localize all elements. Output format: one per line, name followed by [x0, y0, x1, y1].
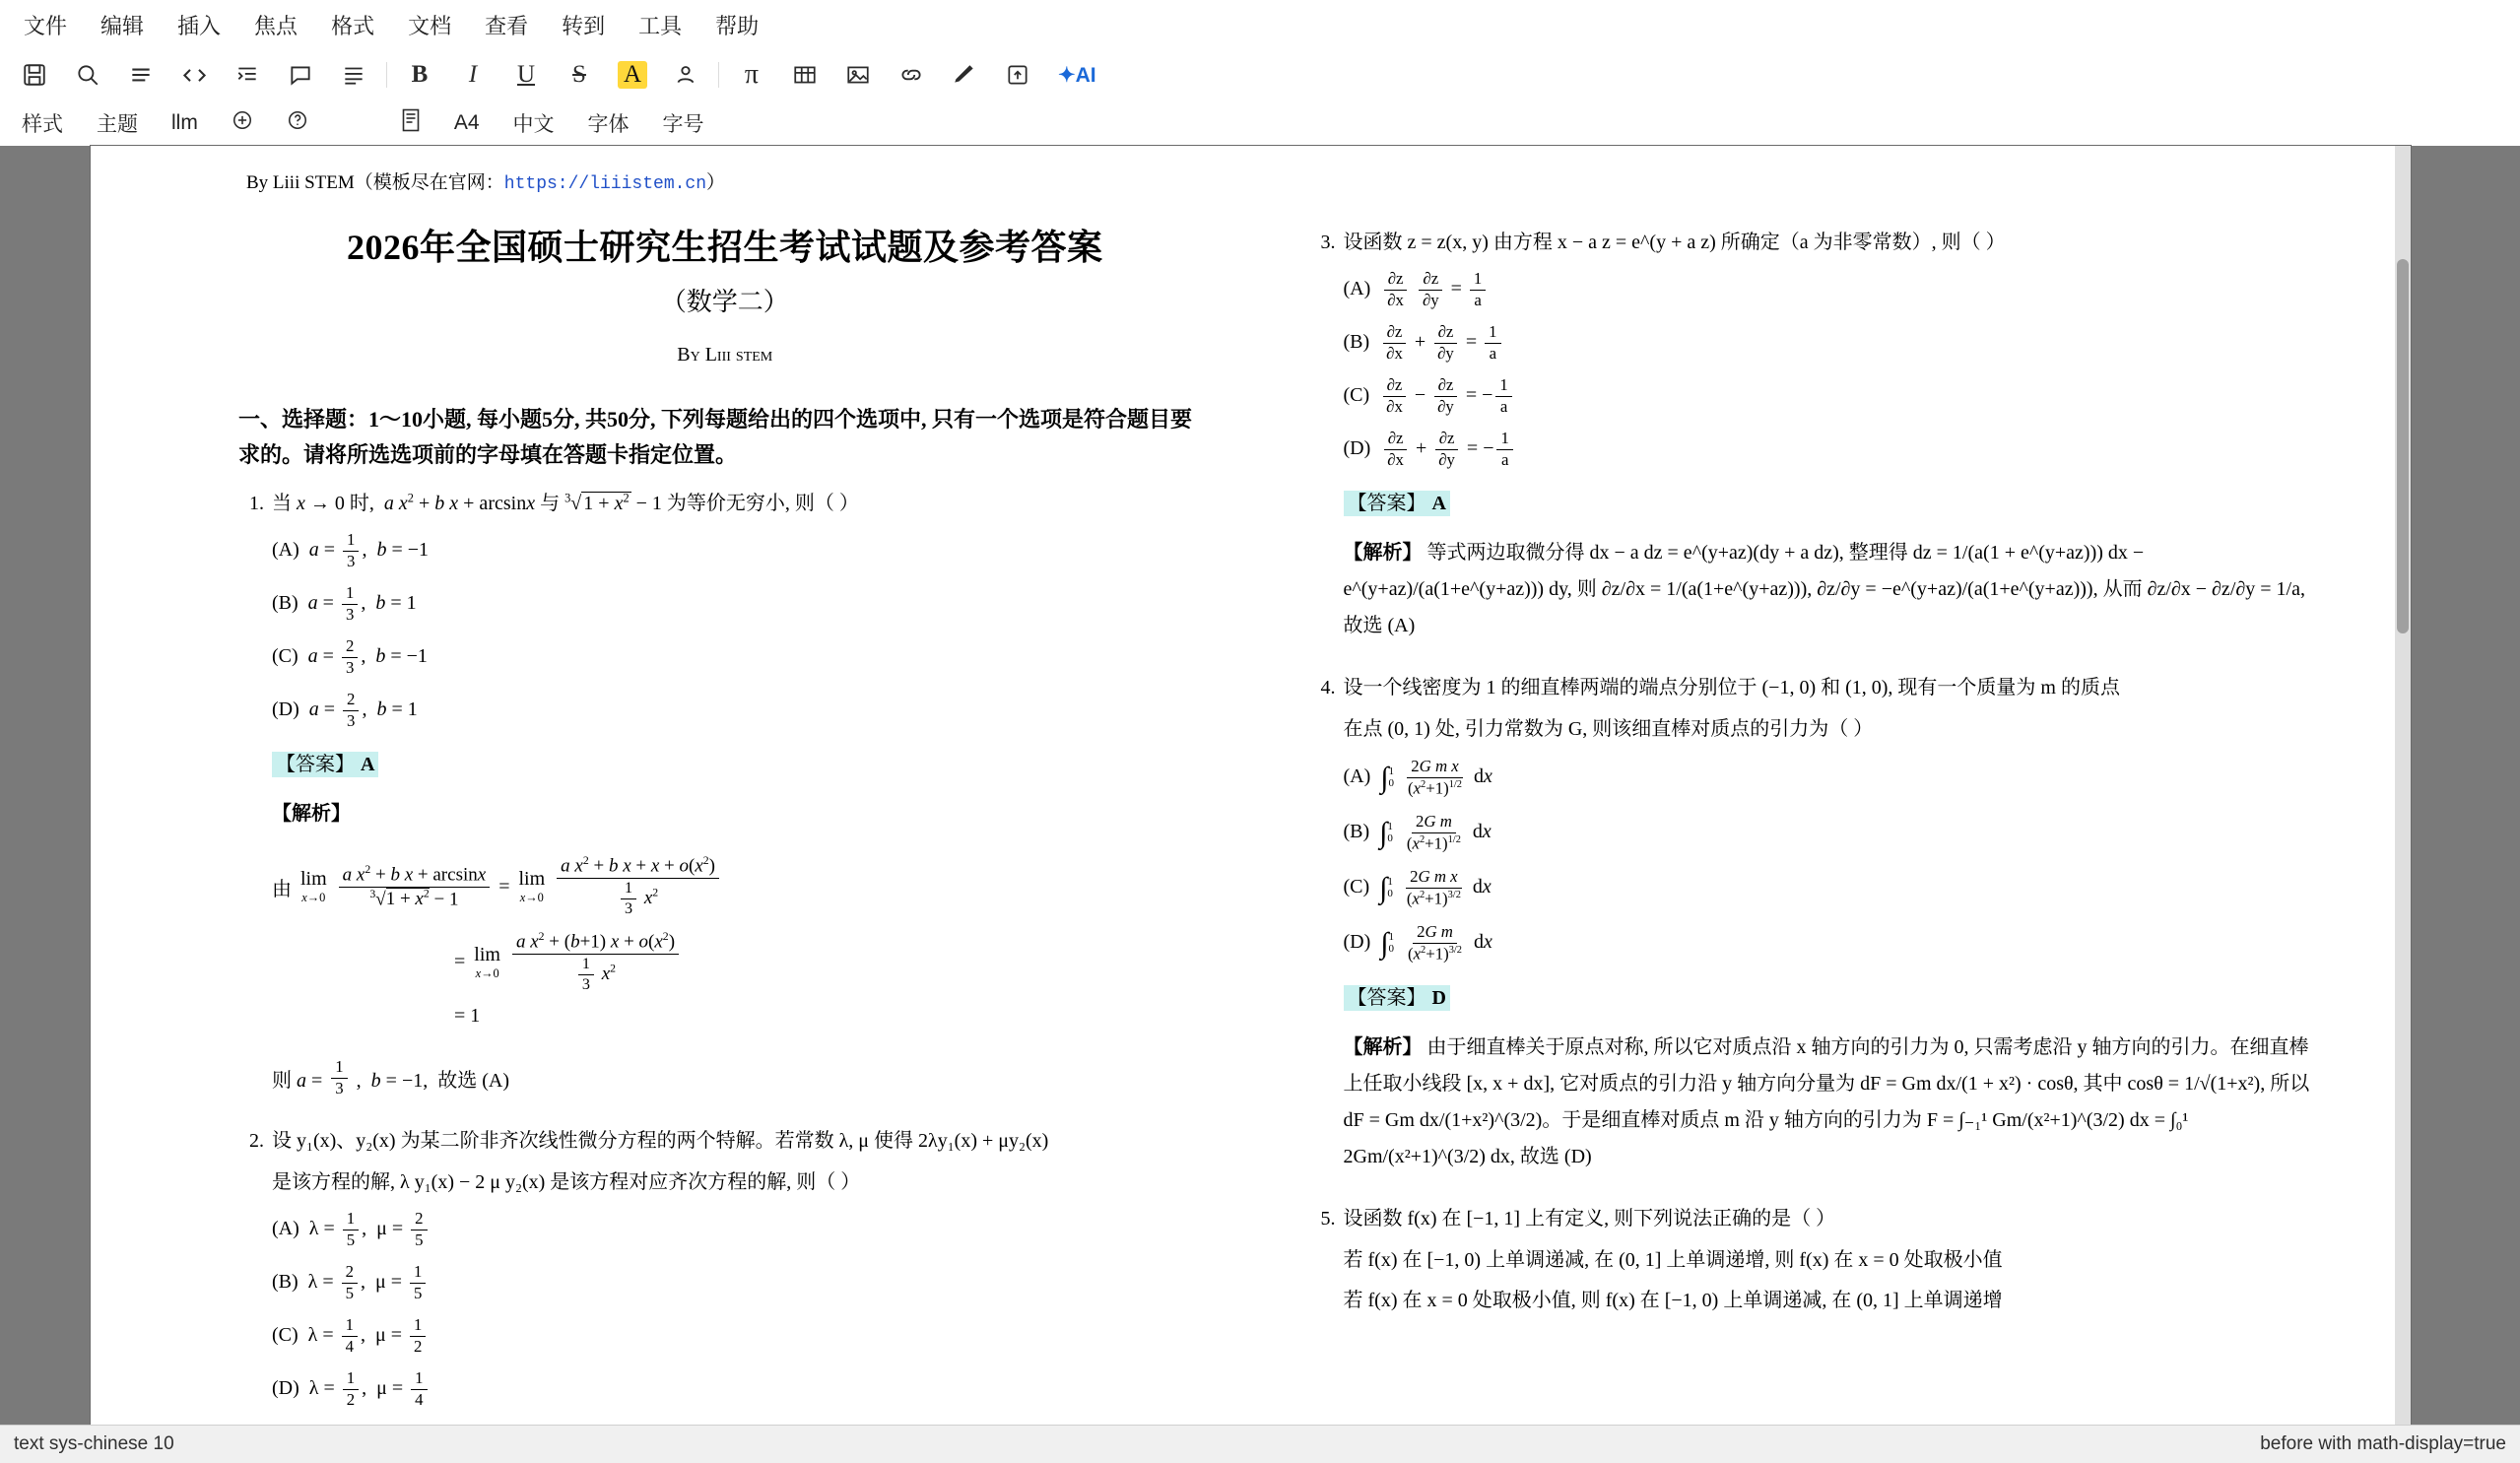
question-5-number: 5. — [1320, 1207, 1336, 1230]
question-1-answer — [272, 748, 378, 776]
question-3-answer-tag: 【答案】 — [1347, 492, 1426, 514]
derivation-line-3: = 1 — [454, 1005, 481, 1028]
question-2-option-a[interactable]: (A) λ = $\frac{1}{5}$ , μ = $\frac{2}{5}$ — [272, 1209, 1212, 1251]
question-3 — [1310, 227, 2323, 258]
underline-icon[interactable]: U — [516, 61, 536, 88]
menu-item-insert[interactable]: 插入 — [177, 13, 222, 38]
scrollbar-thumb[interactable] — [2397, 259, 2409, 633]
document-column-right — [1251, 146, 2412, 1426]
question-3-option-b[interactable]: (B) $\frac{\partial z}{\partial x}$ + $\frac{\partial z}{\partial y}$ = $\frac{1}{a}$ — [1344, 322, 2323, 365]
menu-item-view[interactable]: 查看 — [485, 13, 529, 38]
question-1-answer-letter: A — [361, 754, 375, 776]
menu-item-help[interactable]: 帮助 — [715, 13, 760, 38]
document-area — [0, 146, 2520, 1426]
question-4-stem — [1344, 672, 2323, 745]
page-subtitle: （数学二） — [660, 288, 789, 316]
vertical-scrollbar[interactable] — [2395, 146, 2411, 1426]
page-author: By Liii stem — [677, 344, 773, 366]
analysis-label-1: 【解析】 — [272, 803, 351, 826]
question-4-option-a[interactable]: (A) ∫ 1 0 $\frac{\text{2G m x}}{(x^2+1)^{1/2}}$ dx — [1343, 756, 1492, 798]
document-column-left — [91, 146, 1251, 1426]
add-icon[interactable] — [226, 107, 259, 139]
question-1 — [238, 488, 1212, 519]
analysis-text-4: 由于细直棒关于原点对称, 所以它对质点沿 x 轴方向的引力为 0, 只需考虑沿 y 轴方向的引力。在细直棒上任取小线段 [x, x + dx], 它对质点的引力沿 y 轴方向分量为 dF = Gm dx/(1 + x²) · cosθ, 其中 cosθ = 1/√(1+x²), 所以 dF = Gm dx/(1+x²)^(3/2)。于是细直棒对质点 m 沿 y 轴方向的引力为 F = ∫₋₁¹ Gm/(x²+1)^(3/2) dx = ∫₀¹ 2Gm/(x²+1)^(3/2) dx, 故选 (D) — [1343, 1035, 2310, 1167]
question-2-option-c[interactable]: (C) λ = $\frac{1}{4}$ , μ = $\frac{1}{2}$ — [272, 1315, 1212, 1358]
image-icon[interactable] — [837, 55, 879, 95]
question-3-analysis — [1344, 535, 2323, 644]
question-1-number: 1. — [249, 493, 264, 515]
status-left-text: text sys-chinese 10 — [14, 1433, 174, 1454]
question-3-option-d[interactable]: (D) $\frac{\partial z}{\partial x}$ + $\frac{\partial z}{\partial y}$ = − $\frac{1}{a}$ — [1344, 429, 2323, 471]
toolbar-separator-2 — [718, 62, 719, 88]
left-margin-gutter — [0, 146, 44, 1426]
question-4-stem-line-1: 设一个线密度为 1 的细直棒两端的端点分别位于 (−1, 0) 和 (1, 0), 现有一个质量为 m 的质点 — [1343, 676, 2120, 698]
byline-prefix: By Liii STEM（模板尽在官网： — [246, 172, 504, 193]
question-1-stem: 当 x → 0 时, a $x^2 + b$ x + arcsinx 与 $^3$√ $1 + x^2 - 1$ 为等价无穷小, 则（ ） — [272, 491, 859, 515]
question-4-number: 4. — [1320, 676, 1336, 698]
question-2-option-d[interactable]: (D) λ = $\frac{1}{2}$ , μ = $\frac{1}{4}$ — [272, 1368, 1212, 1411]
paper-size-selector[interactable]: A4 — [453, 111, 480, 134]
question-5-option-a[interactable]: 若 f(x) 在 [−1, 0) 上单调递减, 在 (0, 1] 上单调递增, 则 f(x) 在 x = 0 处取极小值 — [1343, 1248, 2003, 1271]
search-icon[interactable] — [67, 55, 108, 95]
document-page[interactable] — [91, 146, 2411, 1426]
menu-item-tools[interactable]: 工具 — [638, 13, 683, 38]
question-2-number: 2. — [249, 1130, 264, 1152]
menu-item-document[interactable]: 文档 — [408, 13, 452, 38]
llm-button[interactable]: llm — [171, 111, 198, 134]
question-2 — [238, 1125, 1212, 1198]
question-4-stem-line-2: 在点 (0, 1) 处, 引力常数为 G, 则该细直棒对质点的引力为（ ） — [1343, 717, 1874, 740]
analysis-text-3: 等式两边取微分得 dx − a dz = e^(y+az)(dy + a dz), 整理得 dz = 1/(a(1 + e^(y+az))) dx − e^(y+az)/(a(1+e^(y+az))) dy, 则 ∂z/∂x = 1/(a(1+e^(y+az))), ∂z/∂y = −e^(y+az)/(a(1+e^(y+az))), 从而 ∂z/∂x − ∂z/∂y = 1/a, 故选 (A) — [1343, 541, 2305, 636]
menu-item-file[interactable]: 文件 — [24, 13, 68, 38]
question-1-option-b[interactable]: (B) a = $\frac{1}{3}$ , b = 1 — [272, 583, 417, 625]
style-selector[interactable]: 样式 — [22, 113, 63, 136]
status-bar — [0, 1425, 2520, 1463]
menu-item-edit[interactable]: 编辑 — [100, 13, 145, 38]
question-1-option-c[interactable]: (C) a = $\frac{2}{3}$ , b = −1 — [272, 636, 428, 678]
table-icon[interactable] — [784, 55, 826, 95]
export-icon[interactable] — [997, 55, 1038, 95]
question-4-answer — [1344, 981, 1450, 1010]
question-1-conclusion: 则 a = $\frac{1}{3}$ , b = −1, 故选 (A) — [272, 1057, 509, 1098]
byline-link[interactable]: https://liiistem.cn — [503, 174, 707, 194]
question-4 — [1310, 672, 2323, 745]
status-right-text: before with math-display=true — [2260, 1433, 2506, 1454]
help-icon[interactable] — [281, 107, 314, 139]
menu-item-focus[interactable]: 焦点 — [254, 13, 298, 38]
byline-suffix: ） — [706, 172, 726, 193]
question-3-option-c[interactable]: (C) $\frac{\partial z}{\partial x}$ − $\frac{\partial z}{\partial y}$ = − $\frac{1}{a}$ — [1344, 375, 2323, 418]
question-4-analysis — [1344, 1030, 2323, 1175]
menu-item-format[interactable]: 格式 — [331, 13, 375, 38]
language-selector[interactable]: 中文 — [512, 113, 555, 136]
link-icon[interactable] — [891, 55, 932, 95]
section-heading: 一、选择题：1～10小题, 每小题5分, 共50分, 下列每题给出的四个选项中, 只有一个选项是符合题目要求的。请将所选选项前的字母填在答题卡指定位置。 — [238, 407, 1193, 467]
comment-icon[interactable] — [280, 55, 321, 95]
question-5-option-b[interactable]: 若 f(x) 在 x = 0 处取极小值, 则 f(x) 在 [−1, 0) 上单调递减, 在 (0, 1] 上单调递增 — [1343, 1289, 2003, 1311]
question-1-option-a[interactable]: (A) a = $\frac{1}{3}$ , b = −1 — [272, 530, 429, 571]
toolbar-primary — [0, 49, 2520, 100]
ai-icon[interactable]: ✦AI — [1058, 63, 1096, 87]
menu-item-goto[interactable]: 转到 — [562, 13, 606, 38]
question-4-answer-tag: 【答案】 — [1347, 986, 1426, 1009]
page-icon[interactable] — [395, 106, 427, 140]
page-title: 2026年全国硕士研究生招生考试试题及参考答案 — [346, 228, 1103, 267]
derivation-line-2: = lim x→0 a $x^2 + (b+1) x + o(x^2)$ $\frac{1}{3}$ $x^2$ — [454, 930, 1212, 995]
bold-icon[interactable]: B — [411, 61, 429, 88]
analysis-label-3: 【解析】 — [1343, 541, 1423, 564]
highlight-letter: A — [618, 61, 647, 89]
paragraph-icon[interactable] — [333, 55, 374, 95]
analysis-label-4: 【解析】 — [1343, 1035, 1423, 1058]
font-family-selector[interactable]: 字体 — [587, 113, 630, 136]
template-byline — [246, 167, 1212, 194]
indent-icon[interactable] — [227, 55, 268, 95]
toolbar-secondary — [0, 100, 2520, 147]
theme-selector[interactable]: 主题 — [97, 113, 138, 136]
outline-icon[interactable] — [120, 55, 162, 95]
question-4-option-d[interactable]: (D) ∫ 1 0 $\frac{\text{2G m}}{(x^2+1)^{3/2}}$ dx — [1343, 921, 1492, 964]
question-2-option-b[interactable]: (B) λ = $\frac{2}{5}$ , μ = $\frac{1}{5}$ — [272, 1262, 1212, 1304]
math-icon[interactable]: π — [744, 59, 760, 90]
question-2-stem — [272, 1125, 1212, 1198]
strikethrough-icon[interactable]: S — [572, 61, 586, 88]
derivation-line-1: 由 lim x→0 $\frac{a x^2 + b x + \arcsin x}{^3√1 + x^2 - 1}$ = lim x→0 a $x^2 + b$ $x + x + o(x^2)$ $\frac{1}{3}$ $x^2$ — [272, 854, 1212, 919]
question-5 — [1310, 1203, 2323, 1234]
save-icon[interactable] — [14, 55, 55, 95]
document-columns — [91, 146, 2411, 1426]
toolbar-separator-1 — [386, 62, 387, 88]
question-4-answer-letter: D — [1431, 986, 1446, 1009]
menu-bar — [0, 0, 2520, 49]
question-3-number: 3. — [1320, 232, 1336, 253]
question-5-stem: 设函数 f(x) 在 [−1, 1] 上有定义, 则下列说法正确的是（ ） — [1343, 1207, 1836, 1230]
question-1-derivation — [272, 854, 1212, 1028]
question-1-answer-tag: 【答案】 — [276, 754, 355, 776]
italic-icon[interactable]: I — [468, 61, 478, 88]
pen-icon[interactable] — [944, 55, 985, 95]
question-2-stem-line-2: 是该方程的解, λ y₁(x) − 2 μ y₂(x) 是该方程对应齐次方程的解, 则（ ） — [272, 1171, 861, 1193]
question-4-option-c[interactable]: (C) ∫ 1 0 $\frac{\text{2G m x}}{(x^2+1)^{3/2}}$ dx — [1343, 866, 1492, 908]
person-icon[interactable] — [665, 55, 706, 95]
question-3-answer — [1344, 487, 1450, 515]
question-3-option-a[interactable]: (A) $\frac{\partial z}{\partial x}$ $\frac{\partial z}{\partial y}$ = $\frac{1}{a}$ — [1344, 269, 2323, 311]
question-3-answer-letter: A — [1431, 492, 1446, 514]
question-2-stem-line-1: 设 y₁(x)、y₂(x) 为某二阶非齐次线性微分方程的两个特解。若常数 λ, μ 使得 2λy₁(x) + μy₂(x) — [272, 1130, 1049, 1152]
question-3-stem: 设函数 z = z(x, y) 由方程 x − a z = e^(y + a z) 所确定（a 为非零常数）, 则（ ） — [1343, 232, 2006, 253]
highlight-icon[interactable] — [612, 55, 653, 95]
question-4-option-b[interactable]: (B) ∫ 1 0 $\frac{\text{2G m}}{(x^2+1)^{1/2}}$ dx — [1343, 811, 1492, 853]
question-1-option-d[interactable]: (D) a = $\frac{2}{3}$ , b = 1 — [272, 690, 418, 731]
code-icon[interactable] — [173, 55, 215, 95]
question-1-analysis-label — [272, 796, 1212, 832]
font-size-selector[interactable]: 字号 — [662, 113, 704, 136]
